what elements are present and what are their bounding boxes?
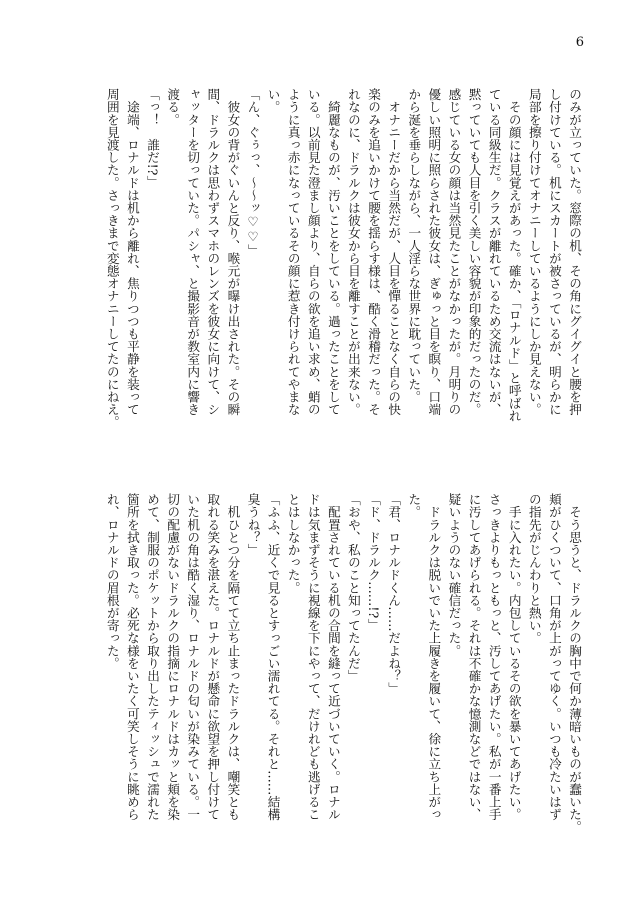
text-column: 黙っていても人目を引く美しい容貌が印象的だったのだ。 [466, 88, 482, 416]
text-column: オナニーだから当然だが、人目を憚ることなく自らの快 [386, 88, 402, 416]
text-column: 手に入れたい。内包しているその欲を暴いてあげたい。 [506, 493, 522, 821]
text-column: ドは気まずそうに視線を下にやって、だけれども逃げるこ [305, 493, 321, 821]
text-column: 「君、ロナルドくん……だよね？」 [386, 493, 402, 695]
text-column: 周囲を見渡した。さっきまで変態オナニーしてたのにねえ。 [104, 88, 120, 429]
text-column: 「ふふ、近くで見るとすっごい濡れてる。それと……結構 [265, 493, 281, 821]
text-column: めて、制服のポケットから取り出したティッシュで濡れた [145, 493, 161, 821]
upper-text-block [102, 88, 584, 456]
text-column: とはしなかった。 [285, 493, 301, 594]
text-column: そう思うと、ドラルクの胸中で何か薄暗いものが蠢いた。 [567, 493, 582, 834]
text-column: いる。以前見た澄まし顔より、自らの欲を追い求め、蛸の [305, 88, 321, 416]
text-column: 「おや、私のこと知ってたんだ」 [345, 493, 361, 682]
text-column: 取れる笑みを湛えた。ロナルドが懸命に欲望を押し付けて [205, 493, 221, 821]
text-column: 臭うね？」 [245, 493, 261, 556]
text-column: 頬がひくついて、口角が上がってゆく。いつも冷たいはず [546, 493, 562, 821]
text-column: その顔には見覚えがあった。確か、「ロナルド」と呼ばれ [506, 88, 522, 422]
text-column: い。 [265, 88, 281, 114]
text-column: 間、ドラルクは思わずスマホのレンズを彼女に向けて、シ [205, 88, 221, 416]
lower-text-block [102, 493, 584, 861]
text-column: 箇所を拭き取った。必死な様をいたく可笑しそうに眺めら [124, 493, 140, 821]
text-column: ドラルクは脱いでいた上履きを履いて、徐に立ち上がっ [426, 493, 442, 821]
text-column: さっきよりもっともっと、汚してあげたい。私が一番上手 [486, 493, 502, 821]
text-column: 「ん、ぐぅっ、～～ッ♡♡」 [245, 88, 261, 257]
text-column: し付けている。机にスカートが被さっているが、明らかに [546, 88, 562, 416]
page-number: 6 [575, 35, 584, 50]
text-column: 綺麗なものが、汚いことをしている。過ったことをして [325, 88, 341, 416]
text-column: ャッターを切っていた。パシャ、と撮影音が教室内に響き [185, 88, 201, 416]
text-column: のみが立っていた。窓際の机、その角にグイグイと腰を押 [567, 88, 582, 416]
text-column: 途端、ロナルドは机から離れ、焦りつつも平静を装って [124, 88, 140, 416]
text-column: 机ひとつ分を隔てて立ち止まったドラルクは、嘲笑とも [225, 493, 241, 821]
text-column: 「ド、ドラルク……!?」 [366, 493, 382, 631]
text-column: に汚してあげられる。それは不確かな憶測などではない、 [466, 493, 482, 821]
text-column: 渡る。 [165, 88, 181, 126]
text-column: ている同級生だ。クラスが離れているため交流はないが、 [486, 88, 502, 416]
text-column: 優しい照明に照らされた彼女は、ぎゅっと目を瞑り、口端 [426, 88, 442, 416]
text-column: 切の配慮がないドラルクの指摘にロナルドはカッと頬を染 [165, 493, 181, 821]
text-column: 楽のみを追いかけて腰を揺らす様は、酷く滑稽だった。そ [366, 88, 382, 416]
text-column: 局部を擦り付けてオナニーしているようにしか見えない。 [526, 88, 542, 416]
text-column: た。 [406, 493, 422, 519]
text-column: いた机の角は酷く湿り、ロナルドの匂いが染みている。一 [185, 493, 201, 821]
text-column: 感じている女の顔は当然見たことがなかったが。月明りの [446, 88, 462, 416]
text-column: れ、ロナルドの眉根が寄った。 [104, 493, 120, 670]
text-column: の指先がじんわりと熱い。 [526, 493, 542, 645]
text-column: れなのに、ドラルクは彼女から目を離すことが出来ない。 [345, 88, 361, 416]
text-column: 疑いようのない確信だった。 [446, 493, 462, 657]
text-column: 「っ！ 誰だ!?」 [145, 88, 161, 189]
text-column: 彼女の背がぐいんと反り、喉元が曝け出された。その瞬 [225, 88, 241, 416]
text-column: から涎を垂らしながら、一人淫らな世界に耽っていた。 [406, 88, 422, 403]
text-column: ように真っ赤になっているその顔に惹き付けられてやまな [285, 88, 301, 416]
text-column: 配置されている机の合間を縫って近づいていく。ロナル [325, 493, 341, 821]
